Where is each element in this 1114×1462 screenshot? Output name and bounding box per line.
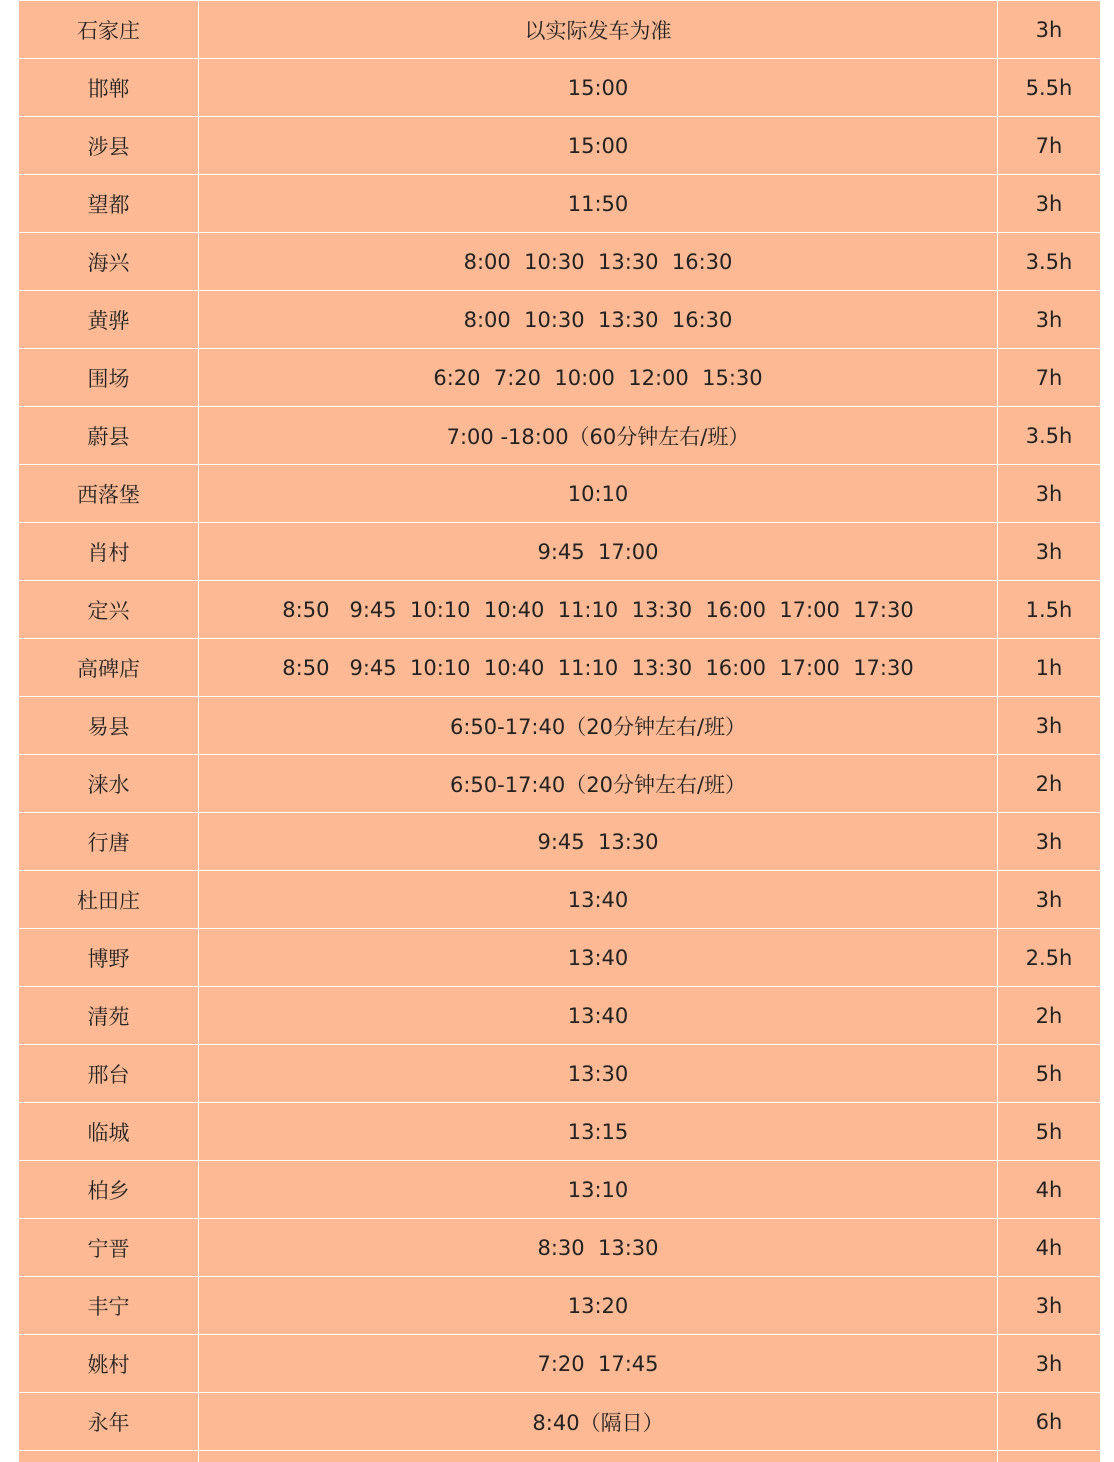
- duration-cell: 4h: [998, 1219, 1101, 1277]
- table-row: [19, 639, 1101, 697]
- bus-schedule-table: [18, 0, 1100, 1462]
- table-row: [19, 697, 1101, 755]
- destination-cell: 邢台: [19, 1045, 199, 1103]
- departure-times-cell: 13:15: [199, 1103, 998, 1161]
- departure-times-cell: 13:40: [199, 929, 998, 987]
- destination-cell: 宁晋: [19, 1219, 199, 1277]
- departure-times-cell: 8:00 10:30 13:30 16:30: [199, 291, 998, 349]
- table-row: [19, 465, 1101, 523]
- table-row: [19, 1219, 1101, 1277]
- table-row: [19, 117, 1101, 175]
- departure-times-cell: 7:00 -18:00（60分钟左右/班）: [199, 407, 998, 465]
- duration-cell: 5.5h: [998, 59, 1101, 117]
- destination-cell: 邯郸: [19, 59, 199, 117]
- schedule-table-container: [18, 0, 1100, 1462]
- destination-cell: 蔚县: [19, 407, 199, 465]
- duration-cell: 3h: [998, 1335, 1101, 1393]
- departure-times-cell: 9:45 17:00: [199, 523, 998, 581]
- destination-cell: 围场: [19, 349, 199, 407]
- duration-cell: 4h: [998, 1161, 1101, 1219]
- destination-cell: 定兴: [19, 581, 199, 639]
- duration-cell: 7h: [998, 117, 1101, 175]
- destination-cell: 西落堡: [19, 465, 199, 523]
- departure-times-cell: 13:20: [199, 1277, 998, 1335]
- table-row: [19, 1045, 1101, 1103]
- schedule-body: [19, 1, 1101, 1462]
- departure-times-cell: 6:20 7:20 10:00 12:00 15:30: [199, 349, 998, 407]
- departure-times-cell: 13:40: [199, 871, 998, 929]
- duration-cell: 3.5h: [998, 233, 1101, 291]
- table-row: [19, 1277, 1101, 1335]
- destination-cell: 行唐: [19, 813, 199, 871]
- duration-cell: 3h: [998, 465, 1101, 523]
- duration-cell: 2.5h: [998, 929, 1101, 987]
- duration-cell: 2h: [998, 755, 1101, 813]
- departure-times-cell-empty: [199, 1451, 998, 1462]
- duration-cell: 5h: [998, 1045, 1101, 1103]
- duration-cell-empty: [998, 1451, 1101, 1462]
- table-row: [19, 1103, 1101, 1161]
- destination-cell: 柏乡: [19, 1161, 199, 1219]
- duration-cell: 3h: [998, 813, 1101, 871]
- departure-times-cell: 13:40: [199, 987, 998, 1045]
- table-row: [19, 59, 1101, 117]
- table-row-partial: [19, 1451, 1101, 1462]
- duration-cell: 6h: [998, 1393, 1101, 1451]
- destination-cell: 黄骅: [19, 291, 199, 349]
- duration-cell: 3h: [998, 697, 1101, 755]
- table-row: [19, 1, 1101, 59]
- destination-cell: 肖村: [19, 523, 199, 581]
- table-row: [19, 581, 1101, 639]
- destination-cell: 望都: [19, 175, 199, 233]
- destination-cell: 临城: [19, 1103, 199, 1161]
- duration-cell: 3h: [998, 1, 1101, 59]
- table-row: [19, 755, 1101, 813]
- departure-times-cell: 8:40（隔日）: [199, 1393, 998, 1451]
- duration-cell: 3h: [998, 1277, 1101, 1335]
- duration-cell: 5h: [998, 1103, 1101, 1161]
- duration-cell: 3h: [998, 523, 1101, 581]
- duration-cell: 1.5h: [998, 581, 1101, 639]
- destination-cell: 丰宁: [19, 1277, 199, 1335]
- table-row: [19, 349, 1101, 407]
- table-row: [19, 1393, 1101, 1451]
- duration-cell: 1h: [998, 639, 1101, 697]
- table-row: [19, 175, 1101, 233]
- table-row: [19, 291, 1101, 349]
- departure-times-cell: 7:20 17:45: [199, 1335, 998, 1393]
- departure-times-cell: 6:50-17:40（20分钟左右/班）: [199, 755, 998, 813]
- table-row: [19, 1161, 1101, 1219]
- departure-times-cell: 11:50: [199, 175, 998, 233]
- departure-times-cell: 8:00 10:30 13:30 16:30: [199, 233, 998, 291]
- destination-cell: 涞水: [19, 755, 199, 813]
- table-row: [19, 233, 1101, 291]
- departure-times-cell: 13:30: [199, 1045, 998, 1103]
- duration-cell: 7h: [998, 349, 1101, 407]
- duration-cell: 3.5h: [998, 407, 1101, 465]
- departure-times-cell: 13:10: [199, 1161, 998, 1219]
- departure-times-cell: 以实际发车为准: [199, 1, 998, 59]
- departure-times-cell: 8:30 13:30: [199, 1219, 998, 1277]
- destination-cell: 杜田庄: [19, 871, 199, 929]
- duration-cell: 3h: [998, 175, 1101, 233]
- destination-cell: 清苑: [19, 987, 199, 1045]
- departure-times-cell: 15:00: [199, 59, 998, 117]
- destination-cell-empty: [19, 1451, 199, 1462]
- departure-times-cell: 6:50-17:40（20分钟左右/班）: [199, 697, 998, 755]
- duration-cell: 3h: [998, 291, 1101, 349]
- duration-cell: 3h: [998, 871, 1101, 929]
- destination-cell: 海兴: [19, 233, 199, 291]
- departure-times-cell: 9:45 13:30: [199, 813, 998, 871]
- destination-cell: 涉县: [19, 117, 199, 175]
- destination-cell: 高碑店: [19, 639, 199, 697]
- table-row: [19, 407, 1101, 465]
- departure-times-cell: 10:10: [199, 465, 998, 523]
- destination-cell: 易县: [19, 697, 199, 755]
- destination-cell: 石家庄: [19, 1, 199, 59]
- departure-times-cell: 8:50 9:45 10:10 10:40 11:10 13:30 16:00 17:00 17:30: [199, 639, 998, 697]
- duration-cell: 2h: [998, 987, 1101, 1045]
- destination-cell: 永年: [19, 1393, 199, 1451]
- destination-cell: 博野: [19, 929, 199, 987]
- table-row: [19, 523, 1101, 581]
- destination-cell: 姚村: [19, 1335, 199, 1393]
- departure-times-cell: 15:00: [199, 117, 998, 175]
- table-row: [19, 987, 1101, 1045]
- table-row: [19, 1335, 1101, 1393]
- table-row: [19, 813, 1101, 871]
- table-row: [19, 929, 1101, 987]
- table-row: [19, 871, 1101, 929]
- departure-times-cell: 8:50 9:45 10:10 10:40 11:10 13:30 16:00 17:00 17:30: [199, 581, 998, 639]
